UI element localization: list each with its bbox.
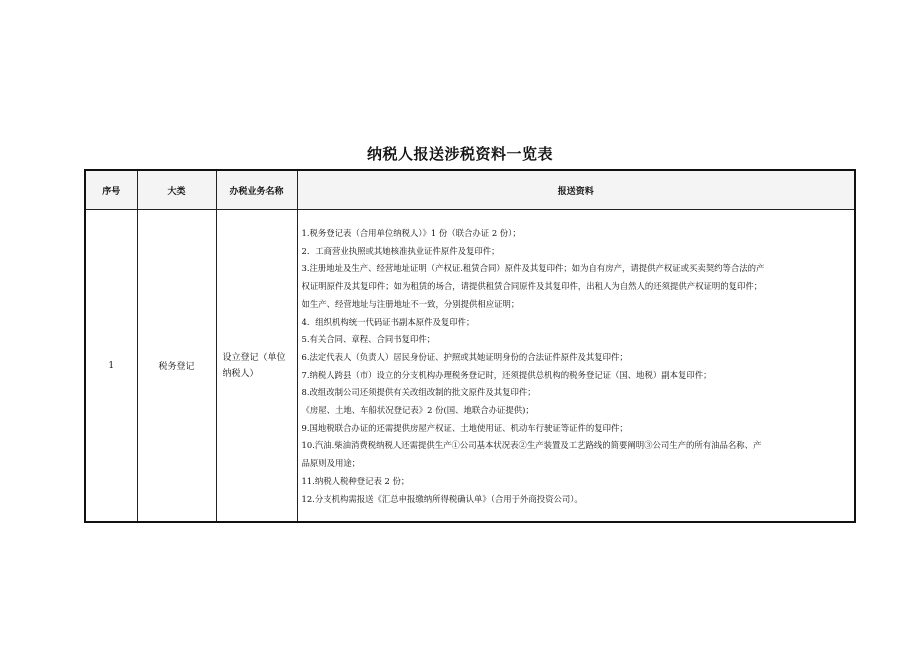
material-line: 《房屋、土地、车船状况登记表》2 份(国、地联合办证提供)； <box>301 405 534 416</box>
material-line: 2．工商营业执照或其她核准执业证件原件及复印件； <box>301 245 500 256</box>
header-business: 办税业务名称 <box>216 170 297 210</box>
material-line: 9.国地税联合办证的还需提供房屋产权证、土地使用证、机动车行驶证等证件的复印件； <box>301 422 628 433</box>
material-line: 6.法定代表人（负责人）居民身份证、护照或其她证明身份的合法证件原件及其复印件； <box>301 351 628 362</box>
material-line: 12.分支机构需报送《汇总申报缴纳所得税确认单》（合用于外商投资公司）。 <box>301 493 583 504</box>
cell-category: 税务登记 <box>137 210 216 523</box>
cell-business: 设立登记（单位纳税人） <box>216 210 297 523</box>
material-line: 品原则及用途； <box>301 458 361 469</box>
header-seq: 序号 <box>85 170 137 210</box>
material-line: 如生产、经营地址与注册地址不一致，分别提供相应证明； <box>301 298 520 309</box>
table-header-row <box>85 170 855 210</box>
header-category: 大类 <box>137 170 216 210</box>
material-line: 8.改组改制公司还须提供有关改组改制的批文原件及其复印件； <box>301 387 536 398</box>
cell-materials <box>297 210 855 523</box>
material-line: 1.税务登记表（合用单位纳税人）》1 份（联合办证 2 份）； <box>301 228 521 238</box>
cell-seq: 1 <box>85 210 137 523</box>
material-line: 5.有关合同、章程、合同书复印件； <box>301 334 436 345</box>
material-line: 权证明原件及其复印件；如为租赁的场合，请提供租赁合同原件及其复印件，出租人为自然人的还须提供产权证明的复印件； <box>301 281 763 292</box>
table-row <box>85 210 855 523</box>
material-line: 7.纳税人跨县（市）设立的分支机构办理税务登记时，还须提供总机构的税务登记证（国、地税）副本复印件； <box>301 369 712 380</box>
header-materials: 报送资料 <box>297 170 855 210</box>
document-title: 纳税人报送涉税资料一览表 <box>366 145 553 163</box>
material-line: 4．组织机构统一代码证书副本原件及复印件； <box>301 316 475 327</box>
materials-table <box>84 169 856 523</box>
material-line: 11.纳税人税种登记表 2 份； <box>301 475 410 486</box>
material-line: 10.汽油.柴油消费税纳税人还需提供生产①公司基本状况表②生产装置及工艺路线的简要阐明③公司生产的所有油品名称、产 <box>301 440 762 451</box>
material-line: 3.注册地址及生产、经营地址证明（产权证.租赁合同）原件及其复印件；如为自有房产，请提供产权证或买卖契约等合法的产 <box>301 263 765 274</box>
